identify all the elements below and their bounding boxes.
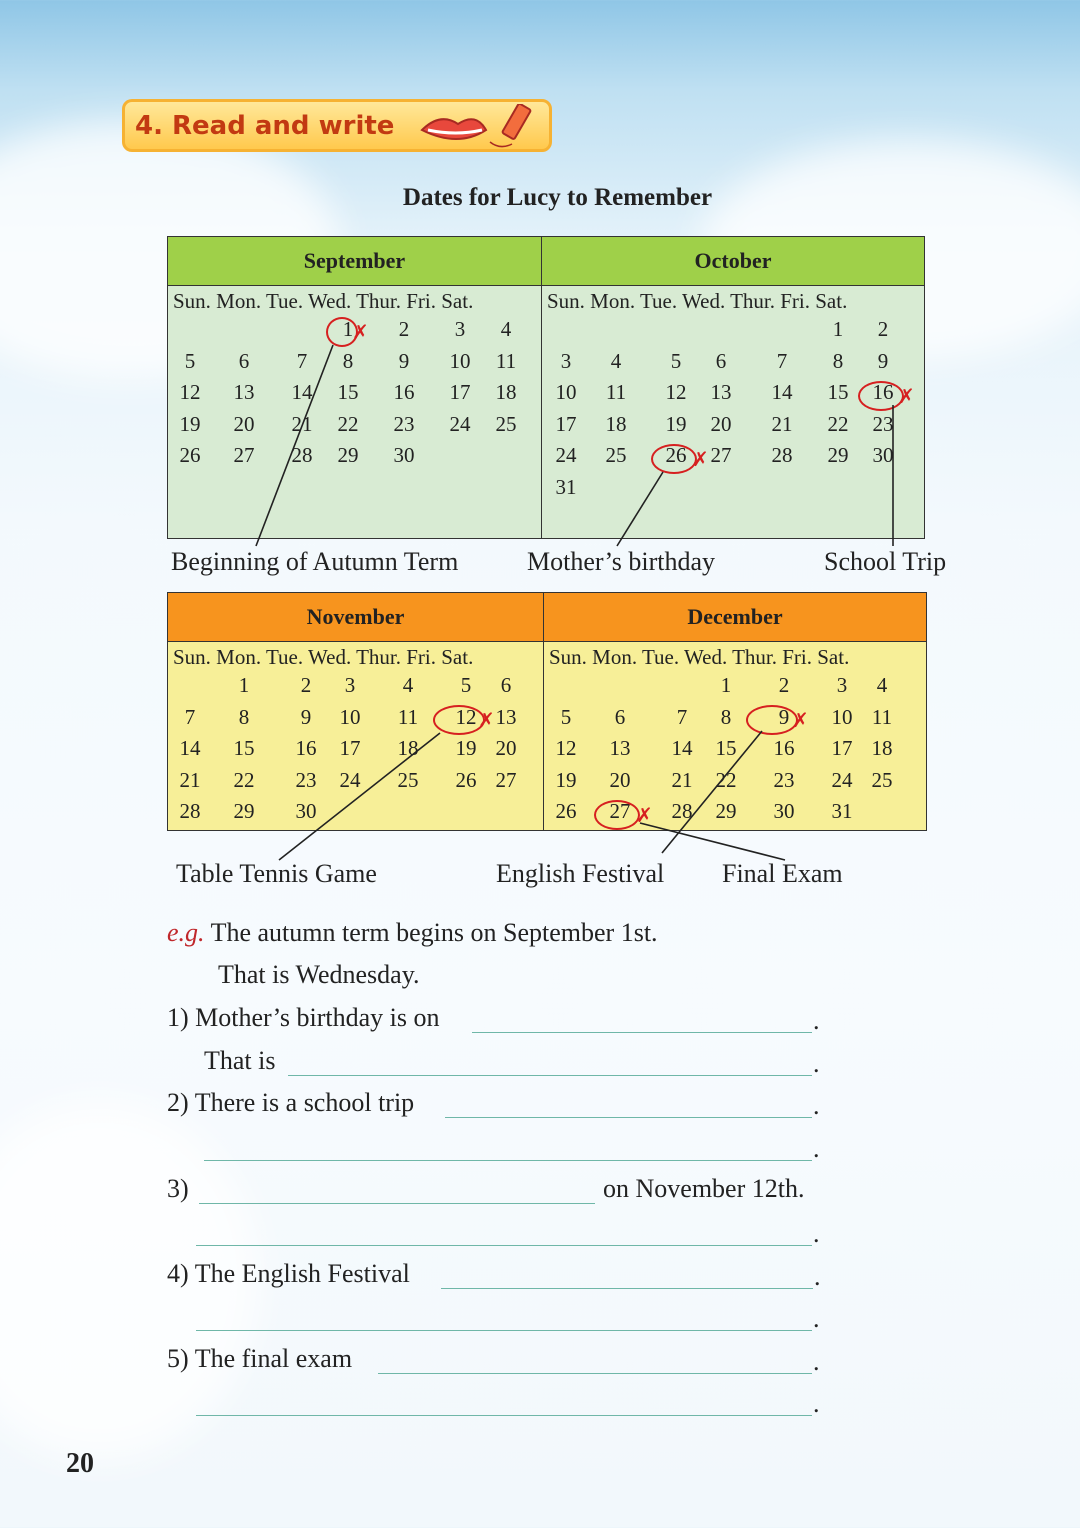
calendar-day: 16 xyxy=(393,380,415,405)
calendar-day: 21 xyxy=(671,767,693,792)
period: . xyxy=(813,1347,820,1376)
eg-label: e.g. xyxy=(167,918,205,947)
calendar-day: 15 xyxy=(337,380,359,405)
period: . xyxy=(814,1262,821,1291)
weekday-row: Sun. Mon. Tue. Wed. Thur. Fri. Sat. xyxy=(547,289,848,313)
calendar-day: 2 xyxy=(398,317,410,341)
calendar-day: 1 xyxy=(342,317,354,341)
calendar-day: 11 xyxy=(871,704,893,729)
calendar-day: 11 xyxy=(495,348,517,373)
example-line xyxy=(167,918,658,948)
event-label-mother-birthday: Mother’s birthday xyxy=(527,547,715,576)
calendar-day: 16 xyxy=(872,380,894,405)
calendar-day: 4 xyxy=(610,348,622,373)
tick-mark: ✗ xyxy=(636,803,653,827)
answer-blank[interactable] xyxy=(204,1160,812,1161)
answer-blank[interactable] xyxy=(196,1245,812,1246)
calendar-day: 23 xyxy=(872,411,894,436)
weekday-row: Sun. Mon. Tue. Wed. Thur. Fri. Sat. xyxy=(549,645,850,669)
calendar-day: 20 xyxy=(609,767,631,792)
calendar-day: 25 xyxy=(397,767,419,792)
period: . xyxy=(813,1049,820,1078)
event-label-final-exam: Final Exam xyxy=(722,859,843,888)
answer-blank[interactable] xyxy=(288,1075,812,1076)
calendar-day: 24 xyxy=(339,767,361,792)
calendar-day: 9 xyxy=(877,348,889,373)
question-5: 5) The final exam xyxy=(167,1344,353,1373)
calendar-day: 17 xyxy=(555,411,577,436)
calendar-day: 25 xyxy=(871,767,893,792)
period: . xyxy=(813,1389,820,1418)
calendar-day: 19 xyxy=(179,411,201,436)
calendar-day: 12 xyxy=(555,736,577,761)
calendar-day: 30 xyxy=(773,799,795,824)
calendar-day: 15 xyxy=(827,380,849,405)
question-1: 1) Mother’s birthday is on xyxy=(167,1003,440,1032)
calendar-day: 29 xyxy=(337,443,359,468)
calendar-day: 9 xyxy=(398,348,410,373)
page-number: 20 xyxy=(66,1448,94,1479)
event-label-school-trip: School Trip xyxy=(824,547,947,576)
calendar-day: 9 xyxy=(778,704,790,729)
calendar-day: 14 xyxy=(291,380,313,405)
calendar-day: 30 xyxy=(393,443,415,468)
period: . xyxy=(813,1219,820,1248)
calendar-day: 4 xyxy=(500,317,512,341)
calendar-day: 9 xyxy=(300,704,312,729)
month-header: September xyxy=(168,237,541,286)
calendar-day: 27 xyxy=(495,767,517,792)
month-header: October xyxy=(542,237,924,286)
calendar-day: 10 xyxy=(831,704,853,729)
calendar-day: 29 xyxy=(827,443,849,468)
calendar-day: 3 xyxy=(836,673,848,697)
tick-mark: ✗ xyxy=(352,320,369,344)
calendar-day: 29 xyxy=(233,799,255,824)
calendar-day: 22 xyxy=(827,411,849,436)
calendar-day: 23 xyxy=(295,767,317,792)
calendar-day: 24 xyxy=(555,443,577,468)
pointer-line xyxy=(617,472,663,546)
tick-mark: ✗ xyxy=(898,384,915,408)
calendar-day: 7 xyxy=(776,348,788,373)
calendar-day: 4 xyxy=(402,673,414,697)
calendar-day: 17 xyxy=(831,736,853,761)
calendar-day: 21 xyxy=(179,767,201,792)
calendar-day: 30 xyxy=(295,799,317,824)
calendar-day: 21 xyxy=(771,411,793,436)
calendar-day: 8 xyxy=(342,348,354,373)
calendar-day: 1 xyxy=(238,673,250,697)
calendar-day: 14 xyxy=(671,736,693,761)
calendar-day: 3 xyxy=(454,317,466,341)
section-title: 4. Read and write xyxy=(135,111,395,141)
event-label-english-festival: English Festival xyxy=(496,859,665,888)
event-label-table-tennis: Table Tennis Game xyxy=(176,859,377,888)
calendar-day: 6 xyxy=(238,348,250,373)
calendar-day: 6 xyxy=(614,704,626,729)
calendar-day: 12 xyxy=(665,380,687,405)
calendar-day: 10 xyxy=(339,704,361,729)
calendar-day: 6 xyxy=(500,673,512,697)
calendar-day: 12 xyxy=(179,380,201,405)
calendar-day: 16 xyxy=(295,736,317,761)
pointer-line xyxy=(640,823,785,860)
calendar-day: 28 xyxy=(291,443,313,468)
calendar-day: 15 xyxy=(233,736,255,761)
period: . xyxy=(813,1006,820,1035)
calendar-day: 31 xyxy=(555,475,577,499)
calendar-day: 2 xyxy=(778,673,790,697)
calendar-day: 23 xyxy=(773,767,795,792)
month-header: November xyxy=(168,593,543,642)
answer-blank[interactable] xyxy=(472,1032,812,1033)
calendar-day: 18 xyxy=(871,736,893,761)
calendar-day: 22 xyxy=(233,767,255,792)
calendar-day: 18 xyxy=(605,411,627,436)
pointer-line xyxy=(256,345,333,546)
calendar-day: 22 xyxy=(715,767,737,792)
tick-mark: ✗ xyxy=(478,708,495,732)
calendar-day: 17 xyxy=(449,380,471,405)
calendar-day: 13 xyxy=(495,704,517,729)
calendar-day: 5 xyxy=(670,348,682,373)
eg-sentence: The autumn term begins on September 1st. xyxy=(210,918,658,947)
calendar-day: 7 xyxy=(184,704,196,729)
example-line-2: That is Wednesday. xyxy=(218,960,420,989)
calendar-day: 17 xyxy=(339,736,361,761)
period: . xyxy=(813,1091,820,1120)
period: . xyxy=(813,1304,820,1333)
period: . xyxy=(813,1134,820,1163)
question-3-tail: on November 12th. xyxy=(603,1174,805,1203)
calendar-day: 24 xyxy=(449,411,471,436)
calendar-day: 28 xyxy=(179,799,201,824)
tick-mark: ✗ xyxy=(792,708,809,732)
calendar-day: 14 xyxy=(179,736,201,761)
calendar-day: 13 xyxy=(233,380,255,405)
document-title: Dates for Lucy to Remember xyxy=(402,184,713,211)
calendar-day: 13 xyxy=(710,380,732,405)
pointer-line xyxy=(662,731,762,853)
answer-blank[interactable] xyxy=(196,1415,812,1416)
weekday-row: Sun. Mon. Tue. Wed. Thur. Fri. Sat. xyxy=(173,645,474,669)
calendar-day: 26 xyxy=(179,443,201,468)
calendar-day: 20 xyxy=(233,411,255,436)
calendar-day: 6 xyxy=(715,348,727,373)
calendar-day: 26 xyxy=(555,799,577,824)
question-4: 4) The English Festival xyxy=(167,1259,410,1288)
calendar-day: 10 xyxy=(555,380,577,405)
event-label-autumn-term: Beginning of Autumn Term xyxy=(171,547,459,576)
calendar-day: 7 xyxy=(296,348,308,373)
calendar-day: 3 xyxy=(560,348,572,373)
calendar-day: 27 xyxy=(233,443,255,468)
calendar-day: 2 xyxy=(300,673,312,697)
answer-blank[interactable] xyxy=(196,1330,812,1331)
calendar-day: 27 xyxy=(710,443,732,468)
calendar-day: 8 xyxy=(720,704,732,729)
calendar-day: 23 xyxy=(393,411,415,436)
calendar-day: 15 xyxy=(715,736,737,761)
calendar-day: 30 xyxy=(872,443,894,468)
calendar-day: 29 xyxy=(715,799,737,824)
calendar-day: 16 xyxy=(773,736,795,761)
calendar-day: 26 xyxy=(455,767,477,792)
calendar-day: 8 xyxy=(832,348,844,373)
calendar-day: 22 xyxy=(337,411,359,436)
calendar-day: 28 xyxy=(771,443,793,468)
calendar-day: 31 xyxy=(831,799,853,824)
calendar-day: 19 xyxy=(455,736,477,761)
calendar-day: 11 xyxy=(605,380,627,405)
calendar-day: 1 xyxy=(832,317,844,341)
calendar-day: 19 xyxy=(665,411,687,436)
calendar-day: 18 xyxy=(495,380,517,405)
calendar-day: 5 xyxy=(184,348,196,373)
calendar-day: 10 xyxy=(449,348,471,373)
calendar-day: 12 xyxy=(455,704,477,729)
calendar-day: 8 xyxy=(238,704,250,729)
calendar-day: 26 xyxy=(665,443,687,468)
calendar-day: 24 xyxy=(831,767,853,792)
answer-blank[interactable] xyxy=(199,1203,595,1204)
calendar-day: 18 xyxy=(397,736,419,761)
calendar-day: 2 xyxy=(877,317,889,341)
calendar-day: 11 xyxy=(397,704,419,729)
answer-blank[interactable] xyxy=(441,1288,813,1289)
calendar-day: 14 xyxy=(771,380,793,405)
weekday-row: Sun. Mon. Tue. Wed. Thur. Fri. Sat. xyxy=(173,289,474,313)
question-1b: That is xyxy=(204,1046,276,1075)
calendar-day: 27 xyxy=(609,799,631,824)
tick-mark: ✗ xyxy=(692,447,709,471)
month-header: December xyxy=(544,593,926,642)
calendar-day: 21 xyxy=(291,411,313,436)
calendar-day: 28 xyxy=(671,799,693,824)
answer-blank[interactable] xyxy=(378,1373,812,1374)
calendar-day: 25 xyxy=(605,443,627,468)
calendar-day: 1 xyxy=(720,673,732,697)
question-2: 2) There is a school trip xyxy=(167,1088,415,1117)
calendar-day: 5 xyxy=(460,673,472,697)
calendar-day: 13 xyxy=(609,736,631,761)
calendar-day: 3 xyxy=(344,673,356,697)
calendar-day: 19 xyxy=(555,767,577,792)
calendar-day: 7 xyxy=(676,704,688,729)
pointer-line xyxy=(279,733,440,860)
calendar-day: 20 xyxy=(495,736,517,761)
answer-blank[interactable] xyxy=(445,1117,812,1118)
calendar-day: 20 xyxy=(710,411,732,436)
calendar-day: 25 xyxy=(495,411,517,436)
question-3: 3) xyxy=(167,1174,189,1203)
calendar-day: 5 xyxy=(560,704,572,729)
calendar-day: 4 xyxy=(876,673,888,697)
